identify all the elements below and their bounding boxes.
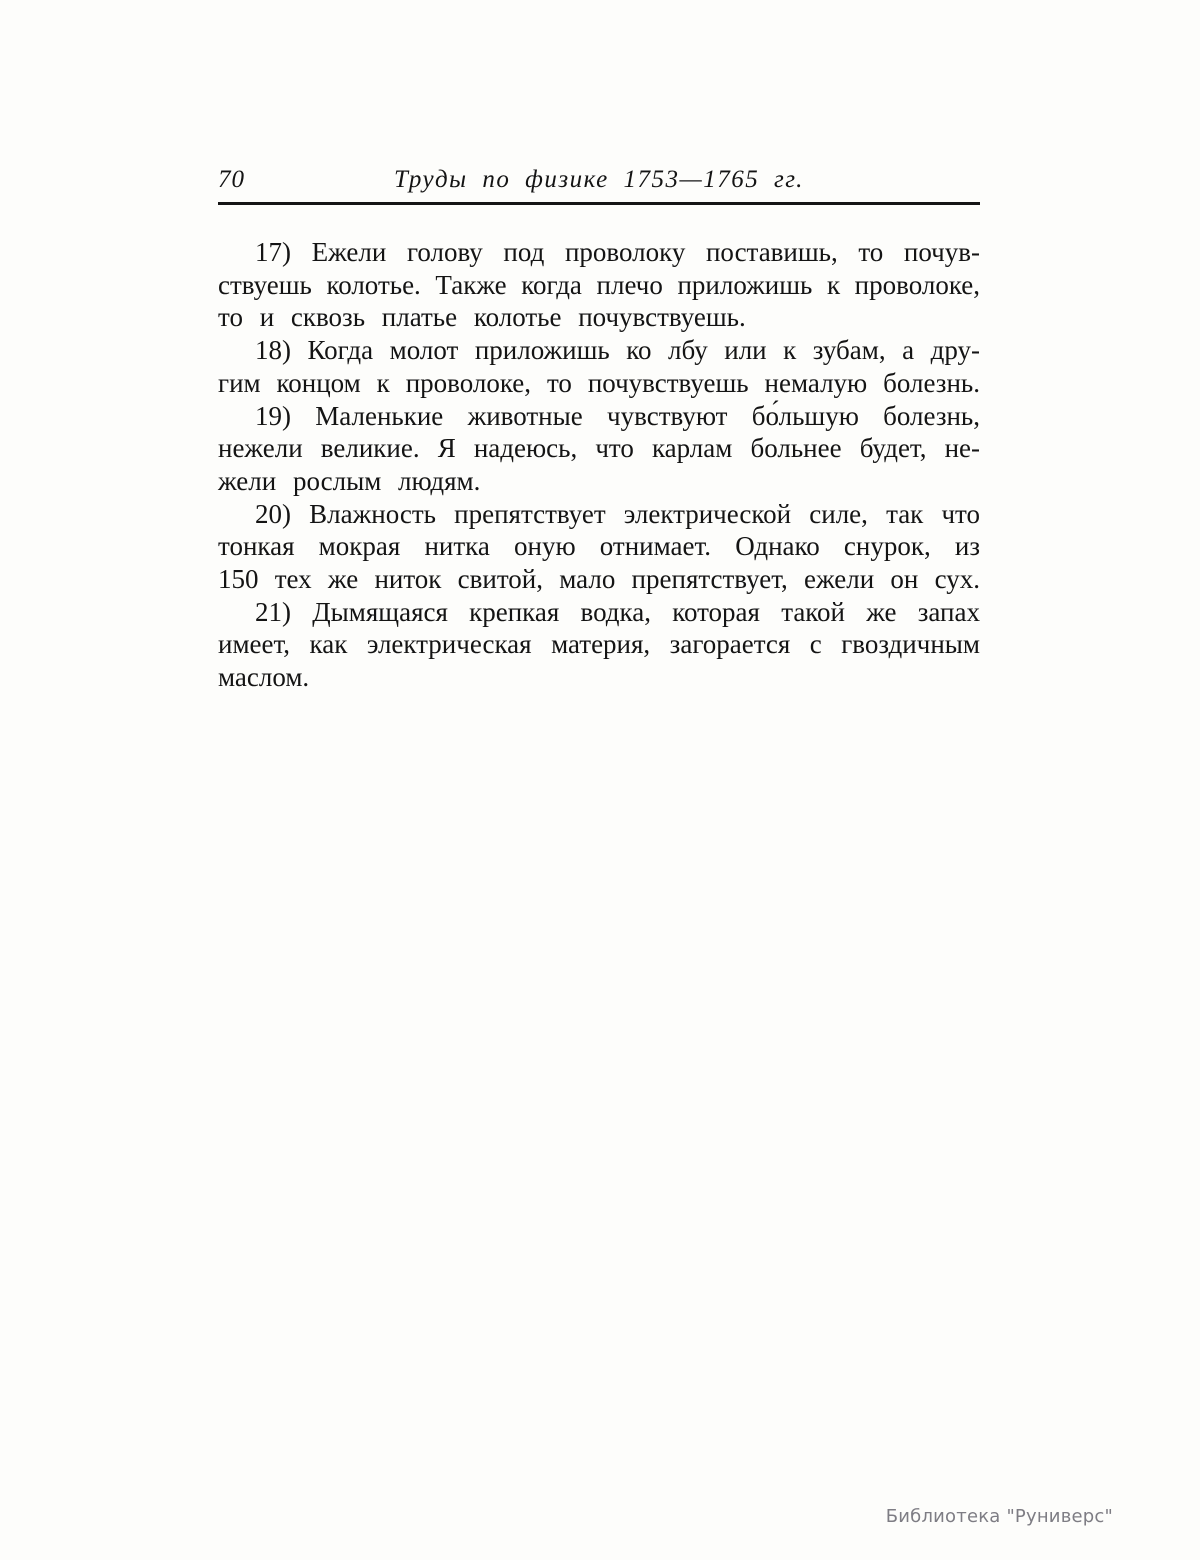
paragraph-19 xyxy=(218,400,980,498)
text-line: имеет, как электрическая материя, загорается с гвоздичным xyxy=(218,629,980,660)
text-line: 21) Дымящаяся крепкая водка, которая такой же запах xyxy=(255,596,980,627)
text-line: ствуешь колотье. Также когда плечо приложишь к проволоке, xyxy=(218,269,980,300)
paragraph-20 xyxy=(218,498,980,596)
text-line: 17) Ежели голову под проволоку поставишь, то почув- xyxy=(255,237,980,267)
text-line: тонкая мокрая нитка оную отнимает. Однако снурок, из xyxy=(218,531,980,562)
paragraph-17 xyxy=(218,236,980,334)
text-line: 150 тех же ниток свитой, мало препятствует, ежели он сух. xyxy=(218,564,980,595)
page-content xyxy=(218,166,980,694)
paragraph-21 xyxy=(218,596,980,694)
library-watermark: Библиотека "Руниверс" xyxy=(885,1506,1113,1527)
header-rule xyxy=(218,202,980,205)
page-number: 70 xyxy=(218,166,245,193)
text-line: нежели великие. Я надеюсь, что карлам больнее будет, не- xyxy=(218,433,980,464)
page-header xyxy=(218,166,980,198)
text-line: 18) Когда молот приложишь ко лбу или к зубам, а дру- xyxy=(255,335,980,366)
running-title: Труды по физике 1753—1765 гг. xyxy=(394,166,804,193)
text-line: 19) Маленькие животные чувствуют бо́льшую болезнь, xyxy=(255,400,980,431)
text-line: жели рослым людям. xyxy=(218,465,481,496)
text-line: то и сквозь платье колотье почувствуешь. xyxy=(218,302,746,333)
text-line: 20) Влажность препятствует электрической силе, так что xyxy=(255,498,980,529)
body-text xyxy=(218,236,980,694)
paragraph-18 xyxy=(218,334,980,399)
text-line: гим концом к проволоке, то почувствуешь немалую болезнь. xyxy=(218,367,980,398)
text-line: маслом. xyxy=(218,662,310,693)
